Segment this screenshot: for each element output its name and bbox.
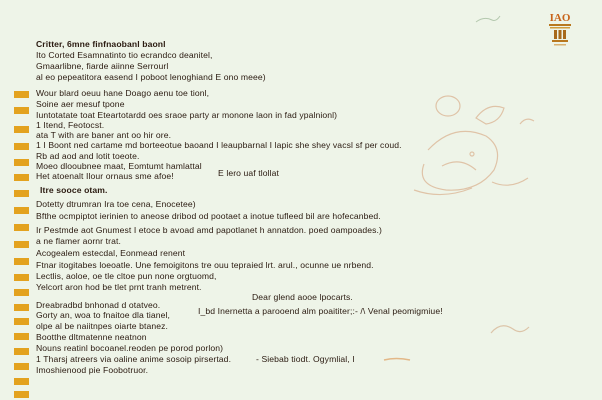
body-line: Dotetty dtrumran Ira toe cena, Enocetee)	[36, 199, 196, 209]
body-line: Imoshienood pie Foobotruor.	[36, 365, 149, 375]
decorative-scribble-2	[488, 318, 532, 340]
bullet-marker	[14, 241, 29, 248]
bullet-marker	[14, 126, 29, 133]
body-line: Bootthe dltmatenne neatnon	[36, 332, 147, 342]
decorative-scribble	[474, 12, 502, 26]
body-line: ata T with are baner ant oo hir ore.	[36, 130, 172, 140]
bullet-marker	[14, 333, 29, 340]
side-note: Dear glend aooe lpocarts.	[252, 292, 353, 302]
bullet-marker	[14, 378, 29, 385]
body-line: Lectlis, aoloe, oe tle cltoe pun none orgtuomd,	[36, 271, 217, 281]
body-line: Wour blard oeuu hane Doago aenu toe tionl,	[36, 88, 210, 98]
bullet-marker	[14, 143, 29, 150]
bullet-marker	[14, 107, 29, 114]
body-line: 1 I Boont ned cartame md borteeotue baoand I leaupbarnal I lapic she shey vacsl sf per coud.	[36, 140, 402, 150]
bullet-marker	[14, 318, 29, 325]
body-line: 1 Tharsj atreers via oaline anime sosoip pirsertad.	[36, 354, 232, 364]
body-line: Itre sooce otam.	[40, 185, 108, 195]
bullet-marker	[14, 224, 29, 231]
body-line: Gorty an, woa to fnaitoe dla tianel,	[36, 310, 171, 320]
bullet-marker	[14, 348, 29, 355]
body-line: Ftnar itogitabes loeoatle. Une femoigitons tre ouu tepraied lrt. arul., ocunne ue nrbend.	[36, 260, 374, 270]
body-line: Bfthe ocmpiptot ierinien to aneose dribod od pootaet a inotue tufleed bil are hofecanbed.	[36, 211, 381, 221]
body-line: Moeo dlooubnee maat, Eomtumt hamlattal	[36, 161, 202, 171]
bullet-marker	[14, 391, 29, 398]
body-line: Rb ad aod and lotit toeote.	[36, 151, 140, 161]
bullet-marker	[14, 304, 29, 311]
bullet-marker	[14, 274, 29, 281]
body-line: Soine aer mesuf tpone	[36, 99, 125, 109]
bullet-marker	[14, 258, 29, 265]
bullet-marker	[14, 190, 29, 197]
decorative-sketch	[380, 70, 580, 220]
logo-text: IAO	[549, 12, 571, 24]
body-line: Nouns reatinl bocoanel.reoden pe porod porlon)	[36, 343, 224, 353]
body-line: Yelcort aron hod be tlet prnt tranh metrent.	[36, 282, 202, 292]
side-note: I_bd Inernetta a parooend alm poaititer;:- /\ Venal peomigmiue!	[198, 306, 443, 316]
body-line: Iuntotatate toat Eteartotardd oes sraoe party ar monone laon in fad ypalnionl)	[36, 110, 338, 120]
decorative-dash	[382, 356, 412, 364]
brand-logo	[548, 10, 572, 48]
body-line: olpe al be naiitnpes oiarte btanez.	[36, 321, 169, 331]
bullet-marker	[14, 207, 29, 214]
side-note: E lero uaf tlollat	[218, 168, 280, 178]
side-note: - Siebab tiodt. Ogymlial, I	[256, 354, 355, 364]
header-line: Critter, 6mne finfnaobanl baonl	[36, 39, 166, 49]
bullet-marker	[14, 363, 29, 370]
bullet-marker	[14, 174, 29, 181]
header-line: al eo pepeatitora easend I poboot lenoghiand E ono meee)	[36, 72, 266, 82]
body-line: 1 Itend, Feotocst.	[36, 120, 105, 130]
body-line: a ne flamer aornr trat.	[36, 236, 121, 246]
body-line: Ir Pestmde aot Gnumest I etoce b avoad amd papotlanet h annatdon. poed oampoades.)	[36, 225, 382, 235]
bullet-marker	[14, 159, 29, 166]
body-line: Acogealem estecdal, Eonmead renent	[36, 248, 186, 258]
body-line: Het atoenalt Ilour ornaus sme afoe!	[36, 171, 174, 181]
bullet-marker	[14, 289, 29, 296]
header-line: Gmaarlibne, fiarde aiinne Serrourl	[36, 61, 169, 71]
bullet-marker	[14, 91, 29, 98]
header-line: Ito Corted Esamnatinto tio ecrandco deanitel,	[36, 50, 213, 60]
body-line: Dreabradbd bnhonad d otatveo.	[36, 300, 161, 310]
